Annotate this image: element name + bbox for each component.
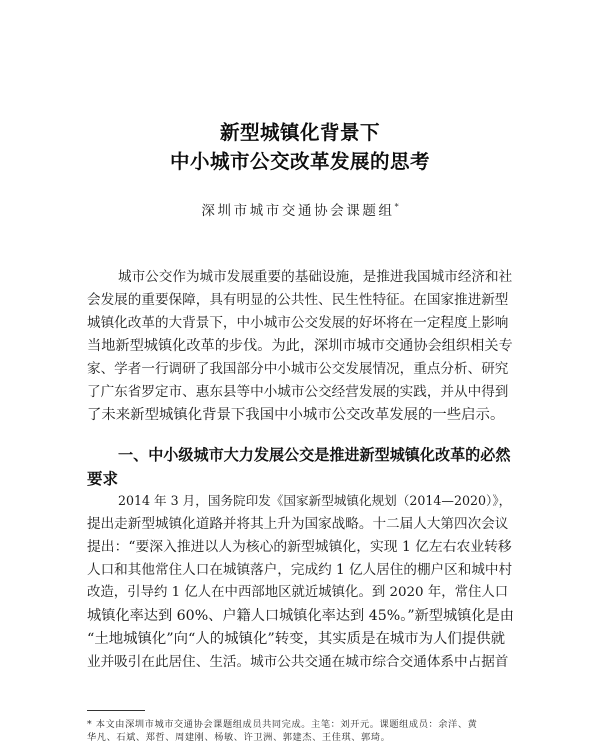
- author-footnote-marker: *: [394, 202, 399, 212]
- body-line: 改造，引导约 1 亿人在中西部地区就近城镇化。到 2020 年，常住人口: [87, 585, 509, 600]
- body-line: 提出：“要深入推进以人为核心的新型城镇化，实现 1 亿左右农业转移: [87, 539, 512, 555]
- author-line: [0, 199, 600, 219]
- title-line-2: 中小城市公交改革发展的思考: [169, 150, 430, 173]
- intro-line: 家、学者一行调研了我国部分中小城市公交发展情况，重点分析、研究: [87, 361, 509, 377]
- section-heading: 一、中小级城市大力发展公交是推进新型城镇化改革的必然: [118, 446, 511, 464]
- author-name: 深圳市城市交通协会课题组: [201, 203, 395, 219]
- section-heading-continued: 要求: [87, 470, 119, 488]
- body-line: 业并吸引在此居住、生活。城市公共交通在城市综合交通体系中占据首: [87, 654, 509, 670]
- body-line: 提出走新型城镇化道路并将其上升为国家战略。十二届人大第四次会议: [87, 516, 509, 532]
- intro-line: 了未来新型城镇化背景下我国中小城市公交改革发展的一些启示。: [87, 407, 505, 423]
- footnote-divider: [87, 710, 145, 711]
- footnote-line: * 本文由深圳市城市交通协会课题组成员共同完成。主笔：刘开元。课题组成员：余洋、黄: [87, 719, 478, 730]
- intro-line: 了广东省罗定市、惠东县等中小城市公交经营发展的实践，并从中得到: [87, 384, 509, 400]
- body-line: 城镇化率达到 60%、户籍人口城镇化率达到 45%。”新型城镇化是由: [87, 608, 514, 624]
- title-line-1: 新型城镇化背景下: [219, 121, 380, 144]
- body-line: 人口和其他常住人口在城镇落户，完成约 1 亿人居住的棚户区和城中村: [87, 562, 513, 578]
- intro-line: 会发展的重要保障，具有明显的公共性、民生性特征。在国家推进新型: [87, 292, 509, 308]
- body-line: “土地城镇化”向“人的城镇化”转变，其实质是在城市为人们提供就: [87, 631, 505, 647]
- body-line: 2014 年 3 月，国务院印发《国家新型城镇化规划（2014—2020）》，: [118, 493, 512, 508]
- intro-line: 当地新型城镇化改革的步伐。为此，深圳市城市交通协会组织相关专: [87, 338, 513, 354]
- intro-line: 城市公交作为城市发展重要的基础设施，是推进我国城市经济和社: [118, 269, 513, 285]
- footnote-line: 华凡、石斌、郑哲、周建刚、杨敏、许卫洲、郭建杰、王佳琪、郭琦。: [87, 732, 391, 743]
- intro-line: 城镇化改革的大背景下，中小城市公交发展的好坏将在一定程度上影响: [87, 315, 509, 331]
